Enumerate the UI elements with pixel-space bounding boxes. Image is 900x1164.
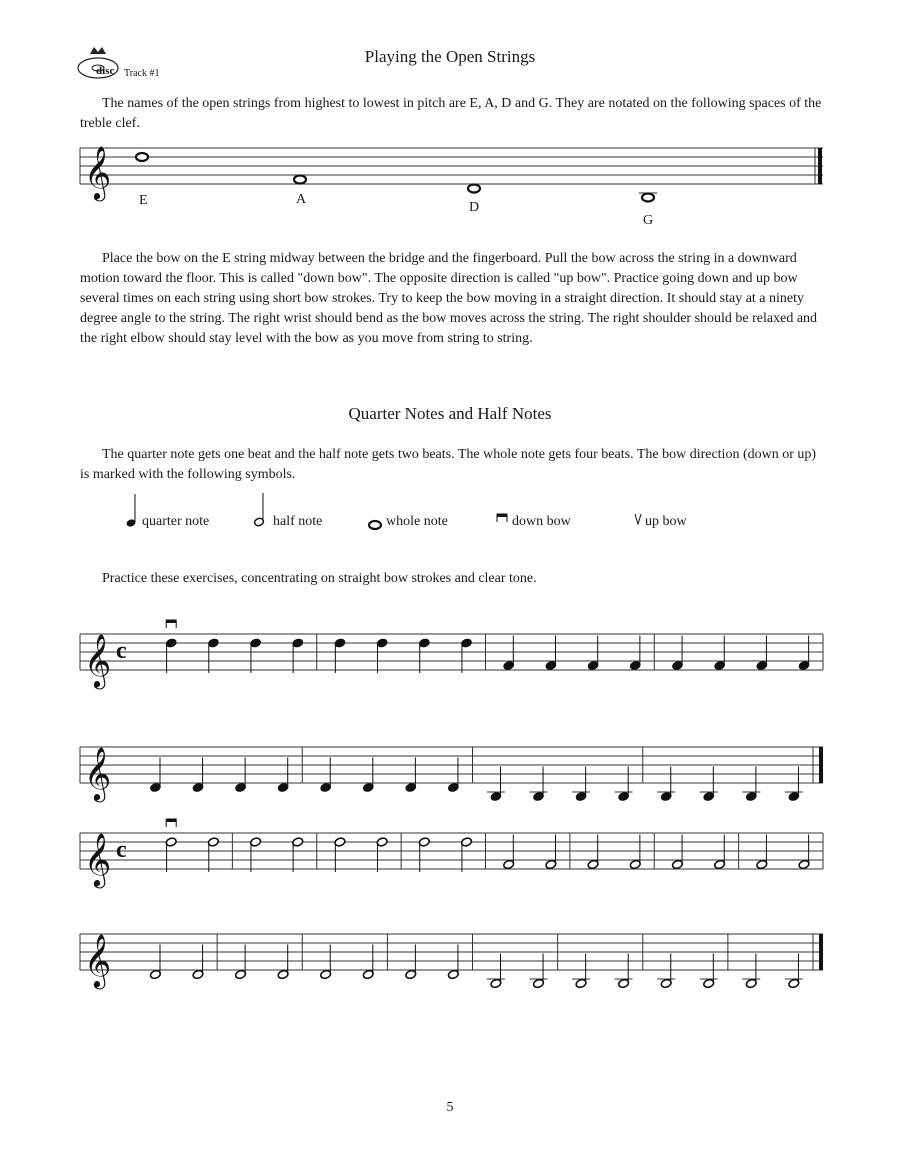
treble-clef-icon: 𝄞 xyxy=(84,748,112,799)
half-note-e xyxy=(250,837,262,872)
quarter-note-g xyxy=(487,767,505,802)
half-note-a xyxy=(672,835,684,870)
half-note-g xyxy=(785,954,803,989)
half-note-d xyxy=(277,945,289,980)
intro-paragraph: The names of the open strings from highest to lowest in pitch are E, A, D and G. They are notated on the following spaces of the treble clef. xyxy=(80,96,822,131)
legend-half-label: half note xyxy=(273,514,323,529)
quarter-note-g xyxy=(615,767,633,802)
quarter-note-a xyxy=(798,636,810,671)
legend-down-bow-label: down bow xyxy=(512,514,571,529)
quarter-note-d xyxy=(447,758,459,793)
staff-lines xyxy=(80,634,823,670)
half-note-a xyxy=(756,835,768,870)
whole-note-icon xyxy=(369,521,381,529)
half-note-e xyxy=(292,837,304,872)
half-note-d xyxy=(320,945,332,980)
quarter-note-e xyxy=(207,638,219,673)
quarter-note-e xyxy=(292,638,304,673)
quarter-note-g xyxy=(785,767,803,802)
half-note-g xyxy=(615,954,633,989)
half-note-a xyxy=(798,835,810,870)
track-label: Track #1 xyxy=(124,68,160,79)
quarter-note-d xyxy=(277,758,289,793)
practice-instruction: Practice these exercises, concentrating on straight bow strokes and clear tone. xyxy=(102,571,537,586)
quarter-note-a xyxy=(672,636,684,671)
final-barline xyxy=(819,747,823,783)
half-note-a xyxy=(587,835,599,870)
final-barline xyxy=(819,934,823,970)
half-note-a xyxy=(629,835,641,870)
common-time-signature: c xyxy=(116,837,127,863)
whole-note-g xyxy=(639,193,657,202)
half-note-d xyxy=(192,945,204,980)
quarter-note-a xyxy=(545,636,557,671)
string-label-g: G xyxy=(643,213,654,228)
quarter-note-a xyxy=(503,636,515,671)
quarter-note-g xyxy=(742,767,760,802)
quarter-note-a xyxy=(714,636,726,671)
half-note-g xyxy=(700,954,718,989)
common-time-signature: c xyxy=(116,638,127,664)
svg-text:disc: disc xyxy=(96,65,115,77)
half-note-a xyxy=(545,835,557,870)
quarter-note-g xyxy=(529,767,547,802)
down-bow-icon xyxy=(166,819,176,827)
treble-clef-icon: 𝄞 xyxy=(84,635,112,686)
quarter-note-icon xyxy=(126,494,137,528)
treble-clef-icon: 𝄞 xyxy=(84,834,112,885)
quarter-note-e xyxy=(376,638,388,673)
quarter-note-a xyxy=(629,636,641,671)
half-note-g xyxy=(742,954,760,989)
string-label-e: E xyxy=(139,193,148,208)
half-note-d xyxy=(235,945,247,980)
half-note-e xyxy=(207,837,219,872)
half-note-e xyxy=(376,837,388,872)
quarter-note-e xyxy=(334,638,346,673)
quarter-note-d xyxy=(235,758,247,793)
staff-lines xyxy=(80,747,823,783)
quarter-note-g xyxy=(657,767,675,802)
page-title: Playing the Open Strings xyxy=(364,47,536,66)
quarter-note-g xyxy=(572,767,590,802)
treble-clef-icon: 𝄞 xyxy=(84,147,112,198)
page-number: 5 xyxy=(446,1100,454,1115)
quarter-note-d xyxy=(149,758,161,793)
quarter-note-e xyxy=(461,638,473,673)
quarter-note-d xyxy=(405,758,417,793)
half-note-d xyxy=(447,945,459,980)
half-note-a xyxy=(714,835,726,870)
half-note-e xyxy=(418,837,430,872)
quarter-note-a xyxy=(756,636,768,671)
note-values-paragraph: The quarter note gets one beat and the half note gets two beats. The whole note gets four beats. The bow direction (down or up) is marked with the following symbols. xyxy=(80,447,817,482)
open-strings-staff xyxy=(78,130,828,235)
half-note-a xyxy=(503,835,515,870)
exercise-staff-4 xyxy=(78,910,828,990)
staff-lines xyxy=(80,833,823,869)
string-label-d: D xyxy=(469,200,480,215)
whole-note-d xyxy=(468,185,480,193)
exercise-staff-1 xyxy=(78,610,828,690)
treble-clef-icon: 𝄞 xyxy=(84,935,112,986)
exercise-staff-2 xyxy=(78,723,828,803)
quarter-note-e xyxy=(418,638,430,673)
half-note-d xyxy=(362,945,374,980)
string-label-a: A xyxy=(296,192,307,207)
whole-note-a xyxy=(294,176,306,184)
quarter-note-a xyxy=(587,636,599,671)
quarter-note-d xyxy=(320,758,332,793)
half-note-icon xyxy=(254,493,265,527)
half-note-g xyxy=(487,954,505,989)
quarter-note-e xyxy=(250,638,262,673)
legend-whole-label: whole note xyxy=(386,514,448,529)
quarter-note-d xyxy=(192,758,204,793)
half-note-g xyxy=(657,954,675,989)
staff-lines xyxy=(80,148,823,184)
quarter-note-e xyxy=(165,638,177,673)
down-bow-icon xyxy=(166,620,176,628)
legend-up-bow-label: up bow xyxy=(645,514,687,529)
quarter-note-g xyxy=(700,767,718,802)
exercise-staff-3 xyxy=(78,809,828,889)
bow-paragraph: Place the bow on the E string midway between the bridge and the fingerboard. Pull the bow across the string in a downward motion toward the floor. This is called "down bow". The opposite direction is called "up bow". Practice going down and up bow several times on each string using short bow strokes. Try to keep the bow moving in a straight direction. It should stay at a ninety degree angle to the string. The right wrist should bend as the bow moves across the string. The right shoulder should be relaxed and the right elbow should stay level with the bow as you move from string to string. xyxy=(80,251,818,346)
section-title: Quarter Notes and Half Notes xyxy=(348,404,552,423)
half-note-e xyxy=(334,837,346,872)
staff-lines xyxy=(80,934,823,970)
half-note-g xyxy=(529,954,547,989)
half-note-g xyxy=(572,954,590,989)
up-bow-icon xyxy=(635,514,641,524)
down-bow-icon xyxy=(497,514,507,522)
half-note-e xyxy=(165,837,177,872)
half-note-e xyxy=(461,837,473,872)
whole-note-e xyxy=(136,153,148,161)
quarter-note-d xyxy=(362,758,374,793)
half-note-d xyxy=(149,945,161,980)
legend-quarter-label: quarter note xyxy=(142,514,210,529)
half-note-d xyxy=(405,945,417,980)
